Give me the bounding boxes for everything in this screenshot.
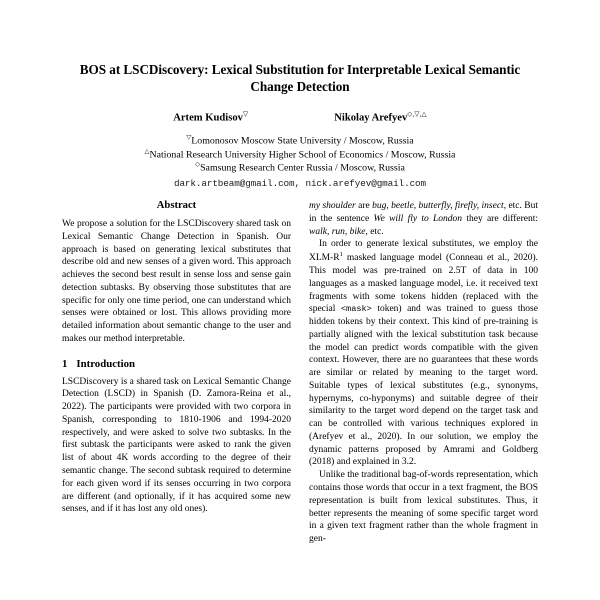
paragraph-bos-representation: Unlike the traditional bag-of-words representation, which contains those words that occur in a text fragment, the BOS representation is built from lexical substitutes. Thus, it better represents the meaning of some specific target word in a given text fragment rather than the whole fragment in gen- <box>309 470 538 545</box>
author-entry <box>334 110 427 124</box>
continued-text: , etc. But in the sentence <box>309 201 538 224</box>
affiliation-item <box>62 148 538 161</box>
author-list <box>62 110 538 124</box>
paper-header <box>0 0 600 189</box>
author-affiliation-marks: ◇,▽,△ <box>407 110 427 118</box>
author-name: Nikolay Arefyev <box>334 112 408 124</box>
affiliation-item <box>62 134 538 147</box>
section-title: Introduction <box>76 357 136 370</box>
paragraph-text: In order to generate lexical substitutes, we employ the XLM-R <box>309 239 538 264</box>
affiliation-mark: ◇ <box>195 161 201 169</box>
mask-token: <mask> <box>340 304 372 315</box>
author-affiliation-marks: ▽ <box>242 110 249 118</box>
author-entry <box>173 110 248 124</box>
section-number: 1 <box>62 357 68 370</box>
left-column <box>62 200 291 546</box>
paragraph-text: masked language model (Conneau et al., 2020). This model was pre-trained on 2.5T of data in 100 languages as a masked language model, i.e. it received text fragments with some tokens hidden (replaced with the special <box>309 253 538 315</box>
section-heading-introduction <box>62 358 291 370</box>
continued-text: , etc. <box>365 226 384 237</box>
author-emails[interactable]: dark.artbeam@gmail.com, nick.arefyev@gmail.com <box>173 178 427 190</box>
affiliation-text: Lomonosov Moscow State University / Moscow, Russia <box>191 135 414 147</box>
continued-text: they are different: <box>462 213 539 224</box>
affiliation-item <box>62 161 538 174</box>
footnote-marker[interactable]: 1 <box>339 251 343 259</box>
right-column <box>309 200 538 546</box>
continued-paragraph <box>309 200 538 238</box>
affiliation-text: National Research University Higher School of Economics / Moscow, Russia <box>149 148 456 160</box>
example-substitutes-walk: walk, run, bike <box>309 226 366 237</box>
paragraph-text: token) and was trained to guess those hidden tokens by their context. This kind of pre-training is partially aligned with the lexical substitution task because the model can predict words compatible with the given context. However, there are no guarantees that these words are similar or related by meaning to the target word. Suitable types of lexical substitutes (e.g., synonyms, hypernyms, co-hyponyms) and suitable degree of their similarity to the target word depend on the target task and can be controlled with various techniques explored in (Arefyev et al., 2020). In our solution, we employ the dynamic patterns proposed by Amrami and Goldberg (2018) and explained in 3.2. <box>309 304 538 468</box>
affiliation-list <box>62 134 538 174</box>
example-sentence-london: We will fly to London <box>373 213 463 224</box>
two-column-body <box>62 200 538 546</box>
paragraph-lexical-substitutes <box>309 238 538 469</box>
affiliation-mark: ▽ <box>186 134 192 142</box>
abstract-text: We propose a solution for the LSCDiscovery shared task on Lexical Semantic Change Detection in Spanish. Our approach is based on generating lexical substitutes that describe old and new senses of a given word. This approach achieves the second best result in sense loss and sense gain detection subtasks. By observing those substitutes that are specific for only one time period, one can understand which senses were obtained or lost. This allows providing more detailed information about semantic change to the user and makes our method interpretable. <box>62 219 291 344</box>
page-title: BOS at LSCDiscovery: Lexical Substitution for Interpretable Lexical Semantic Change Detection <box>79 62 521 94</box>
introduction-paragraph: LSCDiscovery is a shared task on Lexical Semantic Change Detection (LSCD) in Spanish (D. Zamora-Reina et al., 2022). The participants were provided with two corpora in Spanish, corresponding to 1810-1906 and 1994-2020 respectively, and were asked to solve two subtasks. In the first subtask the participants were asked to rank the given list of about 4K words according to the degree of their semantic change. The second subtask required to determine for each given word if its senses occurring in two corpora are different (and optionally, if it has acquired some new senses, and if it has lost any old ones). <box>62 376 291 515</box>
affiliation-text: Samsung Research Center Russia / Moscow, Russia <box>200 162 405 174</box>
example-phrase-shoulder: my shoulder <box>309 201 356 211</box>
affiliation-mark: △ <box>144 147 150 155</box>
example-substitutes-bug: bug, beetle, butterfly, firefly, insect <box>372 201 504 211</box>
author-name: Artem Kudisov <box>173 112 243 124</box>
abstract-heading: Abstract <box>156 200 197 211</box>
continued-text: are <box>355 201 373 211</box>
